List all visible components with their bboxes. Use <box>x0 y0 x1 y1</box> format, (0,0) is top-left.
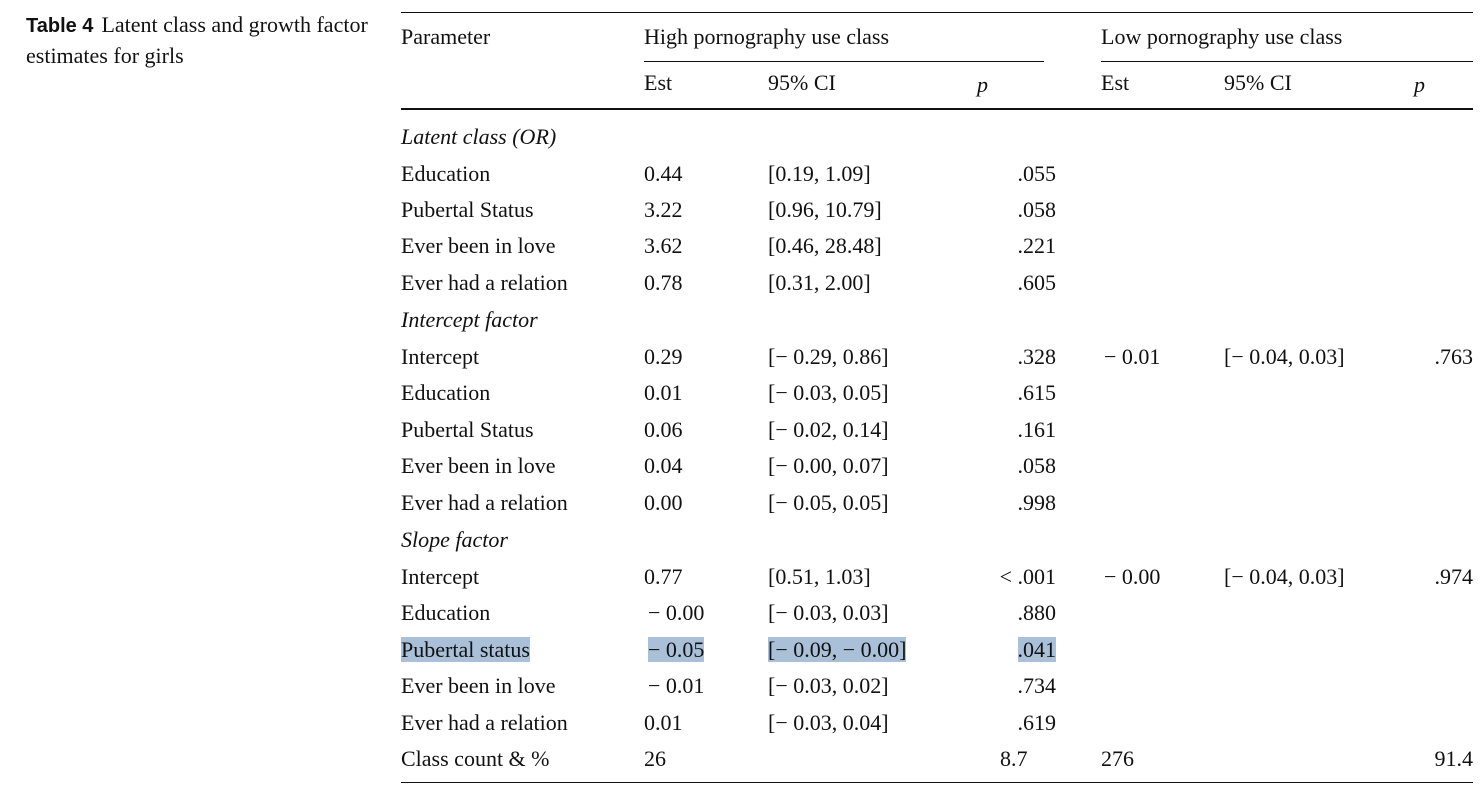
row-high-est: − 0.00 <box>648 600 705 625</box>
row-high-est: 3.62 <box>644 233 683 258</box>
row-low-ci: [− 0.04, 0.03] <box>1224 564 1345 589</box>
row-high-est-selected[interactable] <box>648 637 704 663</box>
row-high-p: .328 <box>1017 344 1056 369</box>
row-high-p: .058 <box>1017 197 1056 222</box>
class-count-label: Class count & % <box>401 746 550 771</box>
row-high-est: 0.06 <box>644 417 683 442</box>
row-param: Ever had a relation <box>401 490 568 515</box>
selection-highlight[interactable]: − 0.05 <box>648 637 705 662</box>
header-parameter: Parameter <box>401 24 491 49</box>
row-param: Education <box>401 161 491 186</box>
row-high-est: 0.78 <box>644 270 683 295</box>
row-param: Pubertal Status <box>401 417 534 442</box>
table-caption <box>26 10 376 70</box>
row-param: Ever had a relation <box>401 710 568 735</box>
row-high-est: 3.22 <box>644 197 683 222</box>
row-high-ci: [− 0.03, 0.05] <box>768 380 889 405</box>
row-high-ci: [0.31, 2.00] <box>768 270 871 295</box>
header-low-group: Low pornography use class <box>1101 24 1343 49</box>
class-count-high: 26 <box>644 746 666 771</box>
section-latent-class: Latent class (OR) <box>401 124 557 149</box>
row-low-ci: [− 0.04, 0.03] <box>1224 344 1345 369</box>
row-low-p: .974 <box>1434 564 1473 589</box>
row-high-est: − 0.01 <box>648 673 705 698</box>
row-high-p: .998 <box>1017 490 1056 515</box>
row-param: Education <box>401 380 491 405</box>
header-high-p: p <box>977 72 988 97</box>
row-high-ci: [0.51, 1.03] <box>768 564 871 589</box>
high-group-rule <box>644 61 1044 62</box>
row-high-est: 0.77 <box>644 564 683 589</box>
row-high-p-selected[interactable] <box>1018 637 1057 663</box>
row-high-p: .605 <box>1017 270 1056 295</box>
row-high-ci: [− 0.05, 0.05] <box>768 490 889 515</box>
row-high-ci: [− 0.02, 0.14] <box>768 417 889 442</box>
selection-highlight[interactable]: Pubertal status <box>401 637 530 662</box>
header-low-p: p <box>1414 72 1425 97</box>
section-intercept-factor: Intercept factor <box>401 307 538 332</box>
row-high-ci: [− 0.03, 0.02] <box>768 673 889 698</box>
row-param: Ever been in love <box>401 233 556 258</box>
table-number: Table 4 <box>26 15 94 37</box>
row-high-p: .058 <box>1017 453 1056 478</box>
row-high-p: .615 <box>1017 380 1056 405</box>
row-high-p: .619 <box>1017 710 1056 735</box>
row-high-est: 0.29 <box>644 344 683 369</box>
row-param: Ever been in love <box>401 453 556 478</box>
row-high-ci-selected[interactable] <box>768 637 906 663</box>
row-high-p: .221 <box>1017 233 1056 258</box>
row-high-est: 0.01 <box>644 710 683 735</box>
row-low-est: − 0.01 <box>1104 344 1161 369</box>
header-high-group: High pornography use class <box>644 24 890 49</box>
header-low-est: Est <box>1101 70 1130 95</box>
row-high-ci: [0.96, 10.79] <box>768 197 882 222</box>
selection-highlight[interactable]: .041 <box>1017 637 1056 662</box>
row-high-p: .161 <box>1017 417 1056 442</box>
row-high-est: 0.44 <box>644 161 683 186</box>
row-high-p: < .001 <box>999 564 1056 589</box>
row-high-est: 0.00 <box>644 490 683 515</box>
row-low-p: .763 <box>1434 344 1473 369</box>
row-param: Ever had a relation <box>401 270 568 295</box>
row-high-est: 0.04 <box>644 453 683 478</box>
selection-highlight[interactable]: [− 0.09, − 0.00] <box>768 637 907 662</box>
table-top-rule <box>401 12 1473 13</box>
row-param-selected[interactable] <box>401 637 530 663</box>
class-count-low: 276 <box>1101 746 1134 771</box>
row-param: Pubertal Status <box>401 197 534 222</box>
header-high-ci: 95% CI <box>768 70 836 95</box>
row-param: Intercept <box>401 344 480 369</box>
row-param: Education <box>401 600 491 625</box>
header-low-ci: 95% CI <box>1224 70 1292 95</box>
row-high-ci: [0.46, 28.48] <box>768 233 882 258</box>
row-param: Intercept <box>401 564 480 589</box>
header-bottom-rule <box>401 108 1473 110</box>
class-percent-low: 91.4 <box>1434 746 1473 771</box>
row-high-p: .055 <box>1017 161 1056 186</box>
row-high-ci: [− 0.00, 0.07] <box>768 453 889 478</box>
row-param: Ever been in love <box>401 673 556 698</box>
row-high-ci: [0.19, 1.09] <box>768 161 871 186</box>
row-high-ci: [− 0.03, 0.03] <box>768 600 889 625</box>
row-low-est: − 0.00 <box>1104 564 1161 589</box>
row-high-ci: [− 0.29, 0.86] <box>768 344 889 369</box>
section-slope-factor: Slope factor <box>401 527 508 552</box>
row-high-p: .734 <box>1017 673 1056 698</box>
table-bottom-rule <box>401 782 1473 783</box>
table-title: Latent class and growth factor estimates for girls <box>26 12 368 68</box>
row-high-ci: [− 0.03, 0.04] <box>768 710 889 735</box>
class-percent-high: 8.7 <box>1000 746 1028 771</box>
row-high-p: .880 <box>1017 600 1056 625</box>
row-high-est: 0.01 <box>644 380 683 405</box>
header-high-est: Est <box>644 70 673 95</box>
low-group-rule <box>1101 61 1473 62</box>
